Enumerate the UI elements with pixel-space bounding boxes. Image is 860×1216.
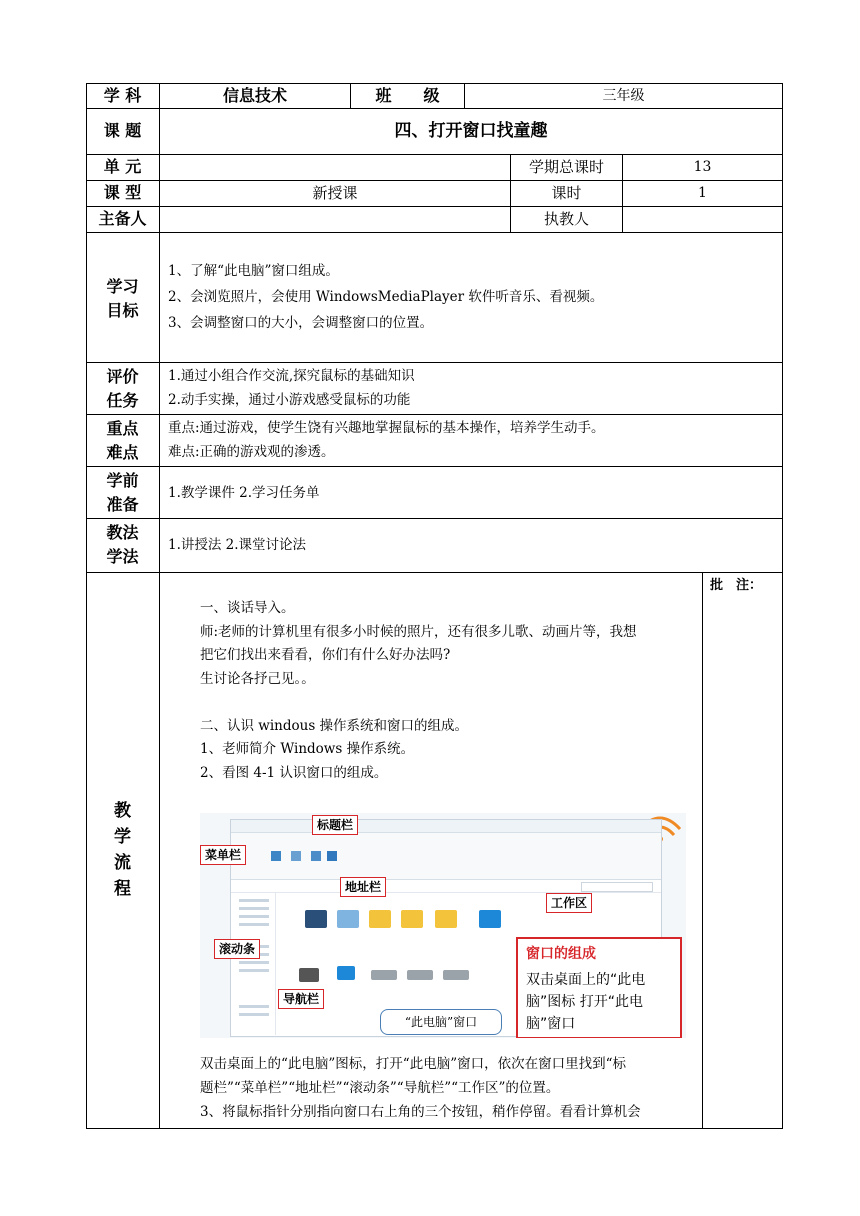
videos-folder-icon [305,910,327,928]
objectives-list [168,258,603,336]
windows-drive-icon [337,966,355,980]
process-line: 1、老师简介 Windows 操作系统。 [200,741,415,757]
process-line: 生讨论各抒己见。。 [200,670,315,687]
topic-value: 四、打开窗口找童趣 [394,121,548,141]
ribbon-icon [327,851,337,861]
window-composition-box [516,937,682,1038]
key-point-item: 重点:通过游戏，使学生饶有兴趣地掌握鼠标的基本操作，培养学生动手。 [168,420,605,436]
process-text-after [200,1052,641,1124]
evaluation-list [168,364,415,412]
table-border [702,572,703,1128]
key-points-label-line: 重点 [106,419,139,438]
key-points-list [168,416,605,464]
ribbon-icon [271,851,281,861]
table-border [86,180,783,181]
subject-value: 信息技术 [222,86,287,105]
total-hours-value: 13 [693,159,712,175]
evaluation-item: 1.通过小组合作交流,探究鼠标的基础知识 [168,368,415,384]
music-folder-icon [435,910,457,928]
unit-label: 单 元 [103,157,142,176]
evaluation-item: 2.动手实操，通过小游戏感受鼠标的功能 [168,392,411,408]
class-value: 三年级 [602,88,645,104]
table-border [86,154,783,155]
total-hours-label: 学期总课时 [528,158,604,176]
address-bar-callout: 地址栏 [340,877,386,897]
window-ribbon [231,833,661,880]
table-border [159,83,160,1129]
lesson-type-label: 课 型 [103,183,142,202]
preparation-label-line: 学前 [106,471,139,490]
ribbon-icon [291,851,301,861]
window-title-strip [231,820,661,833]
process-line: 双击桌面上的“此电脑”图标，打开“此电脑”窗口，依次在窗口里找到“标 [200,1056,627,1072]
title-bar-callout: 标题栏 [312,815,358,835]
evaluation-label [86,365,159,413]
objectives-label-line: 学习 [106,277,139,296]
table-border [86,206,783,207]
table-border [86,108,783,109]
preparer-label: 主备人 [98,209,147,228]
table-border [86,232,783,233]
pictures-folder-icon [337,910,359,928]
key-points-label-line: 难点 [106,443,139,462]
methods-label-line: 教法 [106,523,139,542]
table-border [86,518,783,519]
table-border [86,466,783,467]
table-border [86,362,783,363]
class-label: 班 级 [375,86,440,105]
process-line: 一、谈话导入。 [200,600,295,616]
work-area-callout: 工作区 [546,893,592,913]
subject-label: 学 科 [103,86,142,105]
disk-drive-icon [443,970,469,980]
objectives-label [86,275,159,323]
disk-drive-icon [407,970,433,980]
nav-bar-callout: 导航栏 [278,989,324,1009]
methods-label-line: 学法 [106,547,139,566]
process-line: 师:老师的计算机里有很多小时候的照片，还有很多儿歌、动画片等，我想 [200,623,637,640]
dvd-drive-icon [299,968,319,982]
box-title: 窗口的组成 [526,946,596,962]
process-line: 二、认识 windous 操作系统和窗口的组成。 [200,717,469,734]
key-points-label [86,417,159,465]
process-line: 题栏”“菜单栏”“地址栏”“滚动条”“导航栏”“工作区”的位置。 [200,1080,560,1096]
evaluation-label-line: 任务 [106,391,139,410]
objectives-label-line: 目标 [106,301,139,320]
table-border [86,414,783,415]
preparation-label [86,469,159,517]
preparation-value: 1.教学课件 2.学习任务单 [168,485,320,501]
preparation-label-line: 准备 [106,495,139,514]
lesson-type-value: 新授课 [312,184,358,202]
menu-bar-callout: 菜单栏 [200,845,246,865]
window-address-strip [231,880,661,893]
figure-caption: “此电脑”窗口 [380,1009,502,1035]
objective-item: 2、会浏览照片，会使用 WindowsMediaPlayer 软件听音乐、看视频。 [168,289,604,305]
hours-label: 课时 [551,184,582,202]
methods-value: 1.讲授法 2.课堂讨论法 [168,537,307,553]
process-line: 把它们找出来看看，你们有什么好办法吗? [200,647,451,663]
scroll-bar-callout: 滚动条 [214,939,260,959]
table-border [86,1128,783,1129]
objective-item: 1、了解“此电脑”窗口组成。 [168,263,339,279]
process-label [86,798,159,902]
table-border [782,83,783,1129]
downloads-folder-icon [401,910,423,928]
window-nav-pane [231,893,276,1035]
process-label-char: 程 [114,879,131,899]
process-label-char: 流 [114,853,131,873]
table-border [86,83,87,1129]
key-point-item: 难点:正确的游戏观的渗透。 [168,444,335,460]
window-composition-figure [200,813,686,1038]
table-border [86,572,783,573]
teacher-label: 执教人 [543,210,589,228]
methods-label [86,521,159,569]
process-label-char: 教 [114,801,131,821]
topic-label: 课 题 [103,121,142,140]
desktop-folder-icon [479,910,501,928]
evaluation-label-line: 评价 [106,367,139,386]
notes-label: 批 注： [710,578,763,593]
window-search-box [581,882,653,892]
process-line [200,691,637,715]
objective-item: 3、会调整窗口的大小，会调整窗口的位置。 [168,315,434,331]
process-text-before [200,597,637,785]
table-border [86,83,783,84]
box-text: 双击桌面上的“此电脑”图标 打开“此电脑”窗口 [526,972,646,1032]
process-line: 3、将鼠标指针分别指向窗口右上角的三个按钮，稍作停留。看看计算机会 [200,1104,641,1120]
ribbon-icon [311,851,321,861]
documents-folder-icon [369,910,391,928]
process-line: 2、看图 4-1 认识窗口的组成。 [200,764,388,781]
disk-drive-icon [371,970,397,980]
hours-value: 1 [698,185,707,201]
process-label-char: 学 [114,827,131,847]
